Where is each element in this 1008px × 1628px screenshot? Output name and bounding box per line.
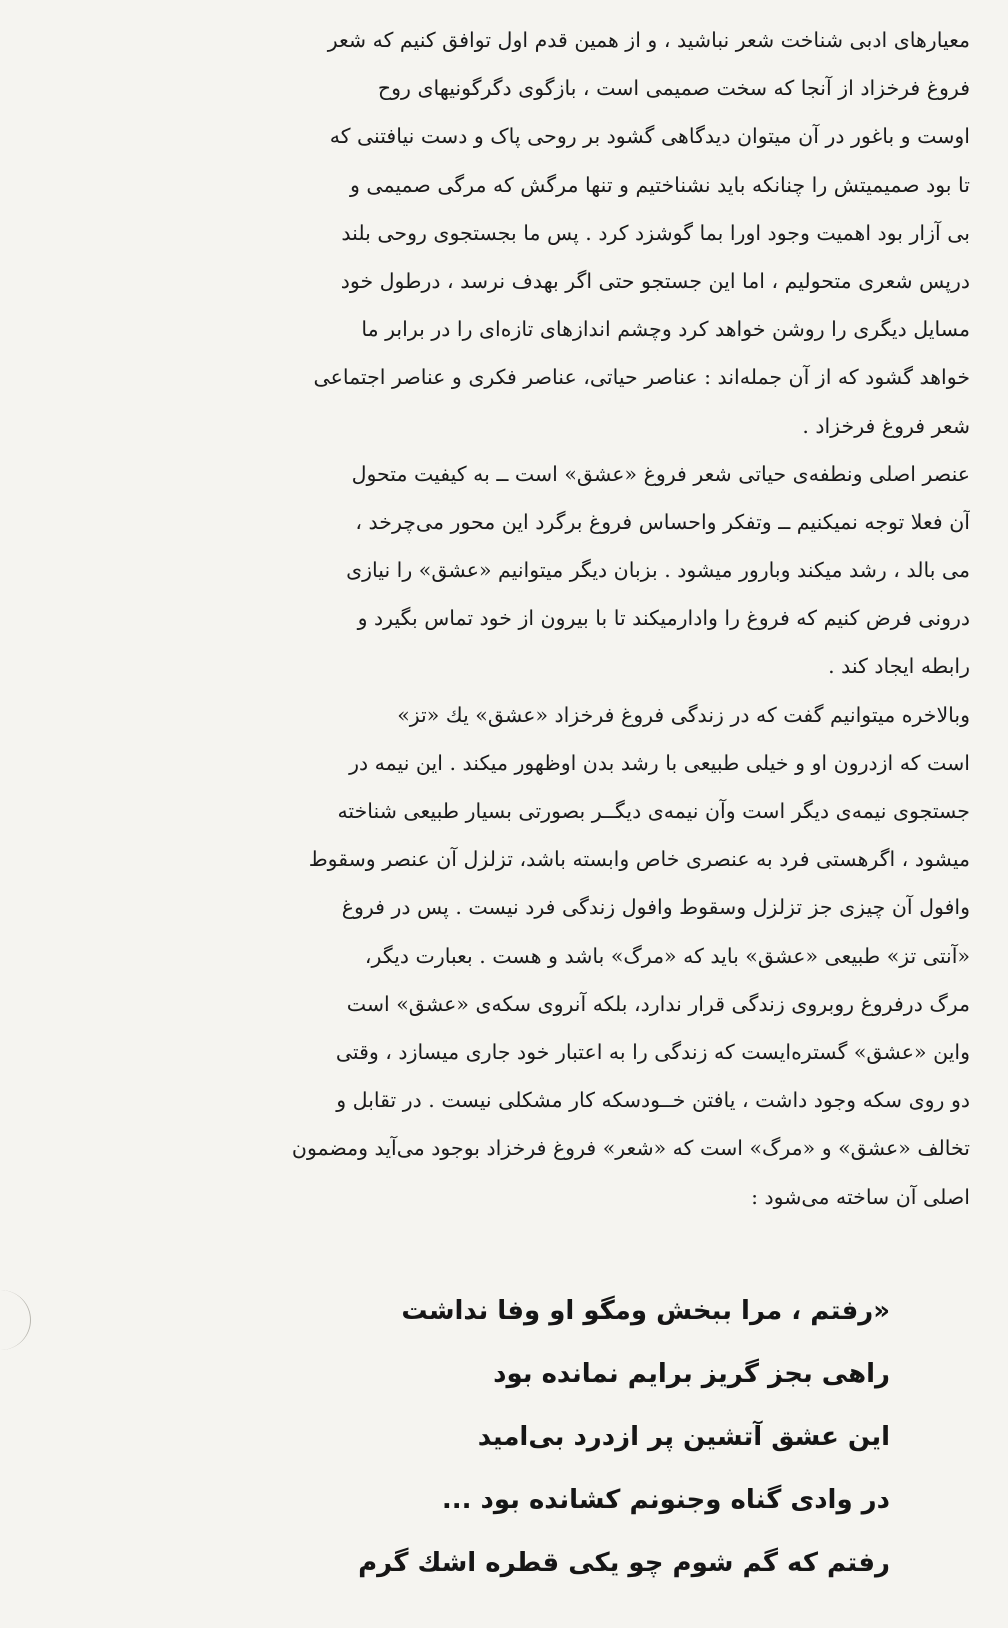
paragraph-intro <box>40 16 970 450</box>
text-line: رابطه ایجاد کند . <box>828 654 970 679</box>
text-line: اوست و باغور در آن میتوان دیدگاهی گشود بر روحی پاک و دست نیافتنی که <box>329 124 970 149</box>
text-line: بی آزار بود اهمیت وجود اورا بما گوشزد کرد . پس ما بجستجوی روحی بلند <box>341 220 970 245</box>
text-line: «آنتی تز» طبیعی «عشق» باید که «مرگ» باشد و هست . بعبارت دیگر، <box>364 943 970 968</box>
text-line: جستجوی نیمه‌ی دیگر است وآن نیمه‌ی دیگــر بصورتی بسیار طبیعی شناخته <box>337 799 970 823</box>
paragraph-thesis <box>40 691 970 1221</box>
text-line: است که ازدرون او و خیلی طبیعی با رشد بدن اوظهور میکند . این نیمه در <box>349 750 970 775</box>
text-line: آن فعلا توجه نمیکنیم ــ وتفکر واحساس فروغ برگرد این محور می‌چرخد ، <box>355 509 970 534</box>
text-line: اصلی آن ساخته می‌شود : <box>751 1184 970 1209</box>
paragraph-love-element <box>40 450 970 691</box>
text-line: معیارهای ادبی شناخت شعر نباشید ، و از همین قدم اول توافق کنیم که شعر <box>327 28 970 52</box>
text-line: تخالف «عشق» و «مرگ» است که «شعر» فروغ فرخزاد بوجود می‌آید ومضمون <box>291 1136 970 1161</box>
text-line: خواهد گشود که از آن جمله‌اند : عناصر حیاتی، عناصر فکری و عناصر اجتماعی <box>313 365 970 390</box>
poem-line: «رفتم ، مرا ببخش ومگو او وفا نداشت <box>401 1296 890 1326</box>
text-line: وبالاخره میتوانیم گفت که در زندگی فروغ فرخزاد «عشق» یك «تز» <box>397 702 970 727</box>
text-line: شعر فروغ فرخزاد . <box>802 413 970 438</box>
poem-quote <box>100 1280 890 1595</box>
prose-body <box>40 16 970 1221</box>
text-line: واین «عشق» گستره‌ایست که زندگی را به اعتبار خود جاری میسازد ، وقتی <box>335 1039 970 1064</box>
text-line: دو روی سکه وجود داشت ، یافتن خــودسکه کار مشکلی نیست . در تقابل و <box>336 1088 970 1113</box>
text-line: وافول آن چیزی جز تزلزل وسقوط وافول زندگی فرد نیست . پس در فروغ <box>341 895 970 920</box>
text-line: عنصر اصلی ونطفه‌ی حیاتی شعر فروغ «عشق» است ــ به کیفیت متحول <box>351 461 970 486</box>
text-line: می بالد ، رشد میکند وبارور میشود . بزبان دیگر میتوانیم «عشق» را نیازی <box>346 558 970 583</box>
text-line: تا بود صمیمیتش را چنانکه باید نشناختیم و تنها مرگش که مرگی صمیمی و <box>350 172 970 197</box>
text-line: درپس شعری متحولیم ، اما این جستجو حتی اگر بهدف نرسد ، درطول خود <box>340 268 970 293</box>
text-line: مرگ درفروغ روبروی زندگی قرار ندارد، بلکه آنروی سکه‌ی «عشق» است <box>346 991 970 1016</box>
text-line: میشود ، اگرهستی فرد به عنصری خاص وابسته باشد، تزلزل آن عنصر وسقوط <box>308 847 970 872</box>
text-line: مسایل دیگری را روشن خواهد کرد وچشم اندازهای تازه‌ای را در برابر ما <box>361 317 970 342</box>
poem-line: در وادی گناه وجنونم کشانده بود ... <box>441 1485 890 1515</box>
poem-line: این عشق آتشین پر ازدرد بی‌امید <box>477 1422 890 1452</box>
poem-line: راهی بجز گریز برایم نمانده بود <box>493 1359 890 1389</box>
poem-line: رفتم که گم شوم چو یکی قطره اشك گرم <box>358 1548 890 1578</box>
text-line: درونی فرض کنیم که فروغ را وادارمیکند تا با بیرون از خود تماس بگیرد و <box>357 606 970 631</box>
page-edge-mark <box>0 1290 31 1350</box>
text-line: فروغ فرخزاد از آنجا که سخت صمیمی است ، بازگوی دگرگونیهای روح <box>377 76 970 101</box>
